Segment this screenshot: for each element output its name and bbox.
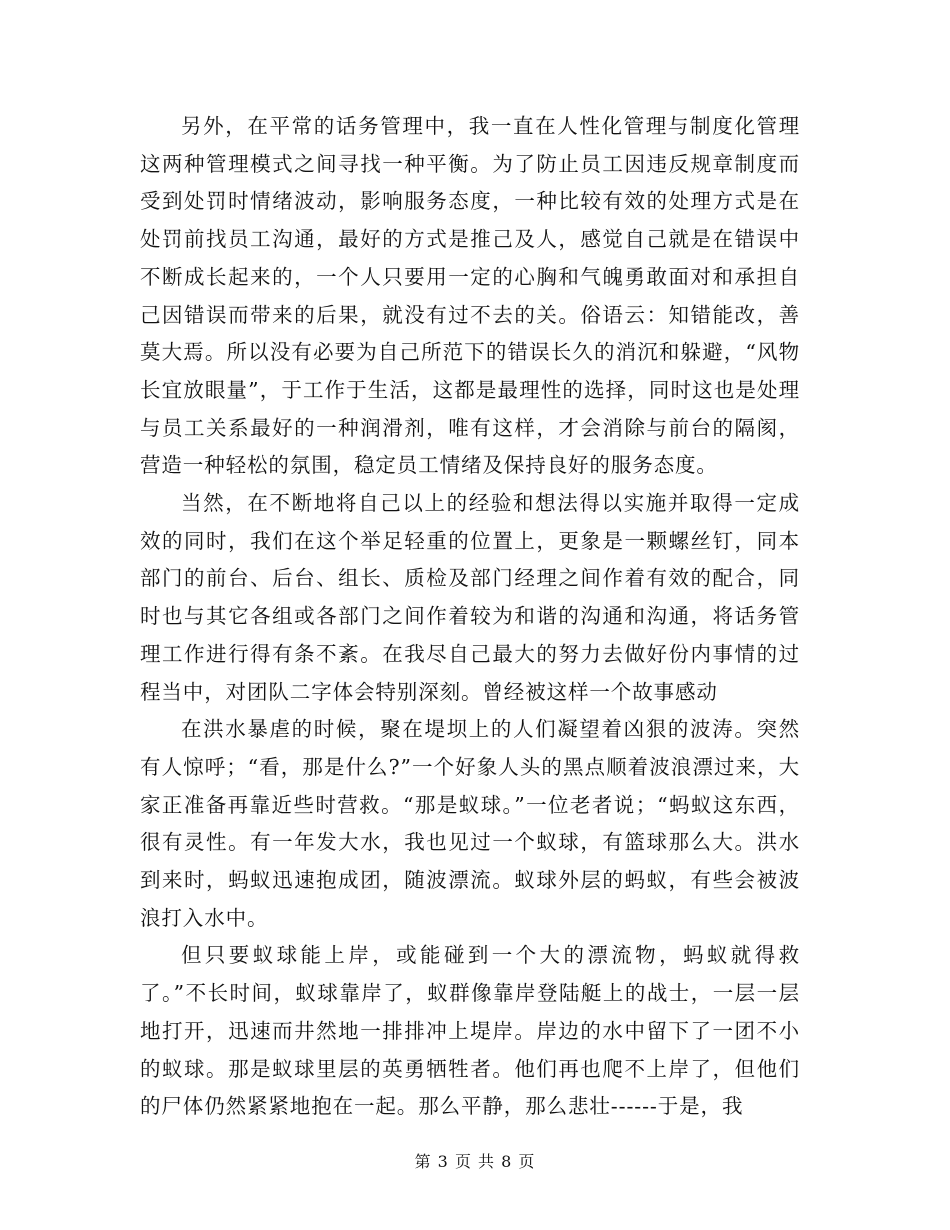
paragraph-flood-story: 在洪水暴虐的时候，聚在堤坝上的人们凝望着凶狠的波涛。突然有人惊呼；“看，那是什么?”一个好象人头的黑点顺着波浪漂过来，大家正准备再靠近些时营救。“那是蚁球。”一位老者说；“蚂蚁这东西，很有灵性。有一年发大水，我也见过一个蚁球，有篮球那么大。洪水 到来时，蚂蚁迅速抱成团，随波漂流。蚁球外层的蚂蚁，有些会被波浪打入水中。 — [140, 717, 800, 930]
paragraph-management-balance: 另外，在平常的话务管理中，我一直在人性化管理与制度化管理这两种管理模式之间寻找一种平衡。为了防止员工因违反规章制度而受到处罚时情绪波动，影响服务态度，一种比较有效的处理方式是在处罚前找员工沟通，最好的方式是推己及人，感觉自己就是在错误中不断成长起来的，一个人只要用一定的心胸和气魄勇敢面对和承担自己因错误而带来的后果，就没有过不去的关。俗语云：知错能改，善莫大焉。所以没有必要为自己所范下的错误长久的消沉和躲避，“风物长宜放眼量”，于工作于生活，这都是最理性的选择，同时这也是处理与员工关系最好的一种润滑剂，唯有这样，才会消除与前台的隔阂，营造一种轻松的氛围，稳定员工情绪及保持良好的服务态度。 — [140, 114, 800, 478]
paragraph-ant-ball: 但只要蚁球能上岸，或能碰到一个大的漂流物，蚂蚁就得救了。”不长时间，蚁球靠岸了，蚁群像靠岸登陆艇上的战士，一层一层地打开，迅速而井然地一排排冲上堤岸。岸边的水中留下了一团不小的蚁球。那是蚁球里层的英勇牺牲者。他们再也爬不上岸了，但他们的尸体仍然紧紧地抱在一起。那么平静，那么悲壮------于是，我 — [140, 943, 800, 1119]
paragraph-teamwork: 当然，在不断地将自己以上的经验和想法得以实施并取得一定成效的同时，我们在这个举足轻重的位置上，更象是一颗螺丝钉，同本部门的前台、后台、组长、质检及部门经理之间作着有效的配合，同时也与其它各组或各部门之间作着较为和谐的沟通和沟通，将话务管理工作进行得有条不紊。在我尽自己最大的努力去做好份内事情的过程当中，对团队二字体会特别深刻。曾经被这样一个故事感动 — [140, 491, 800, 704]
document-body — [140, 108, 800, 1126]
page-number-footer: 第 3 页 共 8 页 — [414, 1152, 536, 1171]
